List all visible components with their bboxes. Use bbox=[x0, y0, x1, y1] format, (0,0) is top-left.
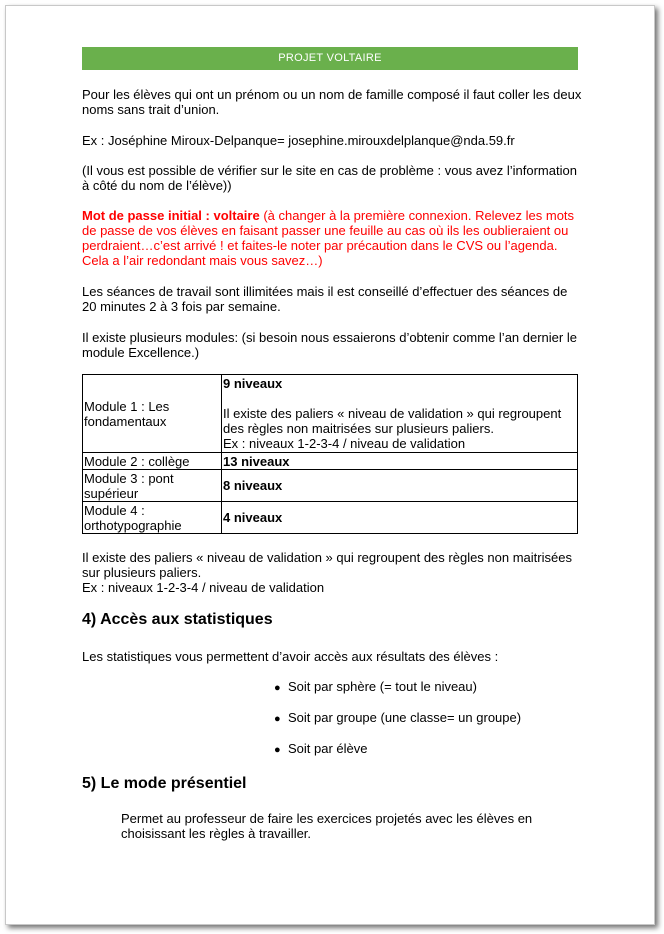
paragraph-statistics-intro: Les statistiques vous permettent d’avoir accès aux résultats des élèves : bbox=[82, 649, 499, 664]
table-row bbox=[83, 453, 578, 470]
list-item bbox=[274, 741, 368, 758]
bullet-icon: ● bbox=[274, 713, 281, 725]
bullet-text: Soit par sphère (= tout le niveau) bbox=[288, 679, 477, 694]
password-note: (à changer à la première connexion. Relevez les mots de passe de vos élèves en faisant passer une feuille au cas où ils les oublieraient ou perdraient…c’est arrivé ! et faites-le noter par précaution dans le CVS ou l’agenda. Cela a l’air redondant mais vous savez…) bbox=[82, 208, 575, 268]
password-label: Mot de passe initial : voltaire bbox=[82, 208, 260, 223]
levels-cell: 4 niveaux bbox=[222, 502, 578, 534]
levels-cell: 8 niveaux bbox=[222, 470, 578, 502]
paragraph-password bbox=[82, 208, 582, 268]
paragraph-compound-names: Pour les élèves qui ont un prénom ou un nom de famille composé il faut coller les deux noms sans trait d’union. bbox=[82, 87, 582, 117]
module-cell: Module 3 : pont supérieur bbox=[83, 470, 222, 502]
validation-text: Il existe des paliers « niveau de validation » qui regroupent des règles non maitrisées sur plusieurs paliers. bbox=[82, 550, 572, 580]
levels-cell bbox=[222, 375, 578, 453]
list-item bbox=[274, 679, 477, 696]
module-cell: Module 2 : collège bbox=[83, 453, 222, 470]
levels-cell: 13 niveaux bbox=[222, 453, 578, 470]
paragraph-modules-intro: Il existe plusieurs modules: (si besoin nous essaierons d’obtenir comme l’an dernier le module Excellence.) bbox=[82, 330, 577, 360]
table-row bbox=[83, 470, 578, 502]
paragraph-email-example: Ex : Joséphine Miroux-Delpanque= josephine.mirouxdelplanque@nda.59.fr bbox=[82, 133, 515, 148]
bullet-text: Soit par groupe (une classe= un groupe) bbox=[288, 710, 522, 725]
list-item bbox=[274, 710, 521, 727]
paragraph-sessions: Les séances de travail sont illimitées mais il est conseillé d’effectuer des séances de 20 minutes 2 à 3 fois par semaine. bbox=[82, 284, 568, 314]
heading-statistics: 4) Accès aux statistiques bbox=[82, 611, 273, 628]
paragraph-verify-site: (Il vous est possible de vérifier sur le site en cas de problème : vous avez l’information à côté du nom de l’élève)) bbox=[82, 163, 577, 193]
validation-example: Ex : niveaux 1-2-3-4 / niveau de validation bbox=[82, 580, 325, 595]
module-cell: Module 4 : orthotypographie bbox=[83, 502, 222, 534]
modules-table bbox=[82, 374, 578, 534]
paragraph-presentiel: Permet au professeur de faire les exercices projetés avec les élèves en choisissant les règles à travailler. bbox=[121, 811, 533, 841]
module-cell: Module 1 : Les fondamentaux bbox=[83, 375, 222, 453]
paragraph-validation-levels bbox=[82, 550, 582, 595]
levels-value: 9 niveaux bbox=[223, 376, 283, 391]
bullet-icon: ● bbox=[274, 682, 281, 694]
project-banner: PROJET VOLTAIRE bbox=[82, 47, 578, 70]
table-row bbox=[83, 375, 578, 453]
heading-presentiel: 5) Le mode présentiel bbox=[82, 775, 247, 792]
levels-example: Ex : niveaux 1-2-3-4 / niveau de validation bbox=[223, 436, 466, 451]
bullet-icon: ● bbox=[274, 744, 281, 756]
bullet-text: Soit par élève bbox=[288, 741, 368, 756]
table-row bbox=[83, 502, 578, 534]
levels-detail: Il existe des paliers « niveau de validation » qui regroupent des règles non maitrisées sur plusieurs paliers. bbox=[223, 406, 562, 436]
